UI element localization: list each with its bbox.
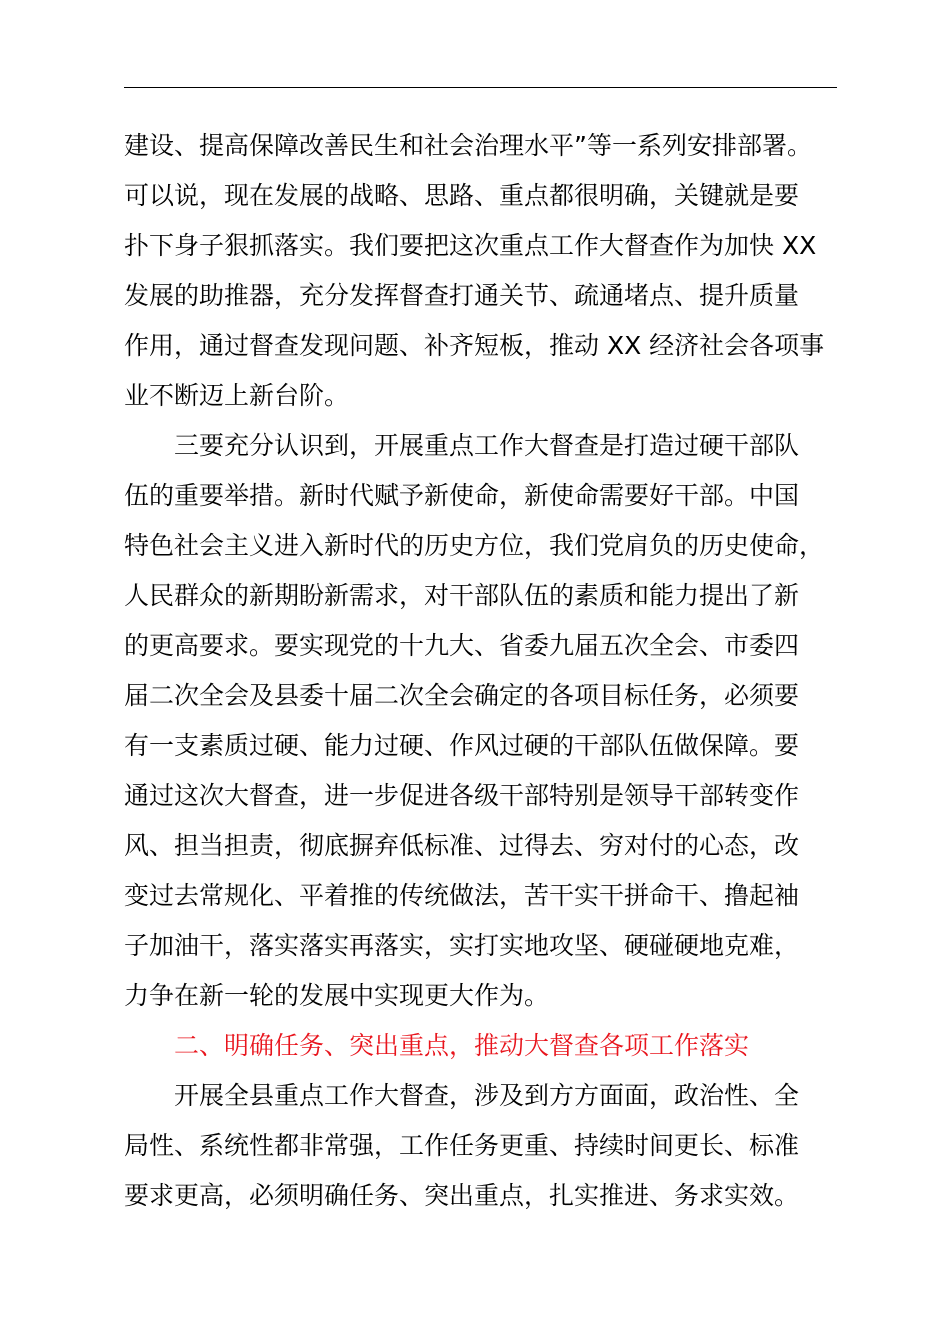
text-line: 作用，通过督查发现问题、补齐短板，推动 XX 经济社会各项事	[124, 331, 825, 360]
text-line: 通过这次大督查，进一步促进各级干部特别是领导干部转变作	[124, 781, 800, 810]
text-line: 局性、系统性都非常强，工作任务更重、持续时间更长、标准	[124, 1131, 800, 1160]
text-line: 业不断迈上新台阶。	[124, 381, 350, 410]
text-line: 子加油干，落实落实再落实，实打实地攻坚、硬碰硬地克难，	[124, 931, 800, 960]
text-line: 可以说，现在发展的战略、思路、重点都很明确，关键就是要	[124, 181, 800, 210]
text-line: 变过去常规化、平着推的传统做法，苦干实干拼命干、撸起袖	[124, 881, 800, 910]
text-line: 发展的助推器，充分发挥督查打通关节、疏通堵点、提升质量	[124, 281, 800, 310]
text-line: 建设、提高保障改善民生和社会治理水平”等一系列安排部署。	[124, 131, 812, 160]
paragraph-first-line: 三要充分认识到，开展重点工作大督查是打造过硬干部队	[174, 431, 800, 460]
text-line: 特色社会主义进入新时代的历史方位，我们党肩负的历史使命，	[124, 531, 825, 560]
text-line: 人民群众的新期盼新需求，对干部队伍的素质和能力提出了新	[124, 581, 800, 610]
text-line: 有一支素质过硬、能力过硬、作风过硬的干部队伍做保障。要	[124, 731, 800, 760]
text-line: 届二次全会及县委十届二次全会确定的各项目标任务，必须要	[124, 681, 800, 710]
text-line: 风、担当担责，彻底摒弃低标准、过得去、穷对付的心态，改	[124, 831, 800, 860]
text-line: 伍的重要举措。新时代赋予新使命，新使命需要好干部。中国	[124, 481, 800, 510]
text-line: 扑下身子狠抓落实。我们要把这次重点工作大督查作为加快 XX	[124, 231, 817, 260]
text-line: 的更高要求。要实现党的十九大、省委九届五次全会、市委四	[124, 631, 800, 660]
paragraph-first-line: 开展全县重点工作大督查，涉及到方方面面，政治性、全	[174, 1081, 800, 1110]
header-rule	[124, 87, 837, 88]
text-line: 要求更高，必须明确任务、突出重点，扎实推进、务求实效。	[124, 1181, 800, 1210]
text-line: 力争在新一轮的发展中实现更大作为。	[124, 981, 550, 1010]
section-heading: 二、明确任务、突出重点，推动大督查各项工作落实	[174, 1031, 750, 1060]
